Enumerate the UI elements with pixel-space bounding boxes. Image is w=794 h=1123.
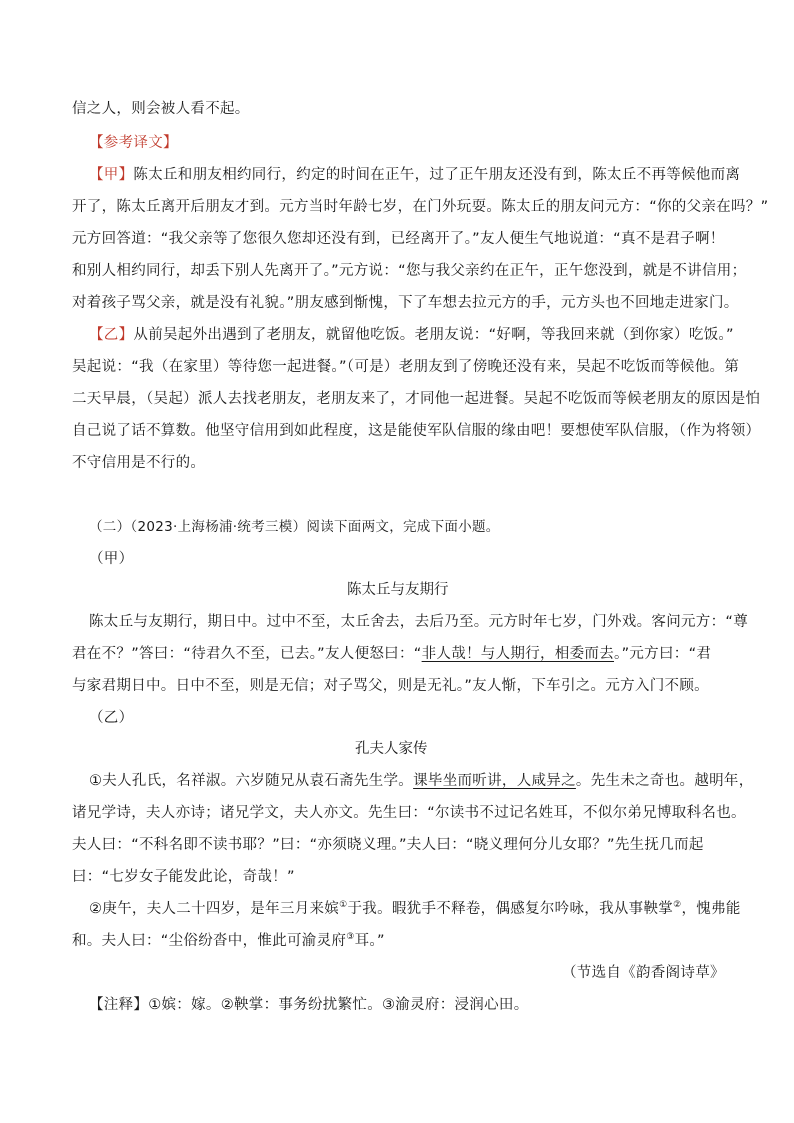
- passage-line: 曰：“七岁女子能发此论，奇哉！”: [72, 869, 295, 885]
- passage-line: 和。夫人曰：“尘俗纷沓中，惟此可渝灵府③耳。”: [72, 932, 385, 949]
- title-yi: 孔夫人家传: [355, 741, 428, 757]
- jia-translation-line: 开了，陈太丘离开后朋友才到。元方当时年龄七岁，在门外玩耍。陈太丘的朋友问元方：“你的父亲在吗？”: [72, 199, 769, 215]
- passage-line: 夫人曰：“不科名即不读书耶？”曰：“亦须晓义理。”夫人曰：“晓义理何分儿女耶？”先生抚几而起: [72, 837, 704, 853]
- passage-line: 君在不？”答曰：“待君久不至，已去。”友人便怒曰：“非人哉！与人期行，相委而去。”元方曰：“君: [72, 646, 712, 662]
- yi-translation-line: 二天早晨，（吴起）派人去找老朋友，老朋友来了，才同他一起进餐。吴起不吃饭而等候老朋友的原因是怕: [72, 391, 761, 407]
- yi-translation-line: 【乙】从前吴起外出遇到了老朋友，就留他吃饭。老朋友说：“好啊，等我回来就（到你家）吃饭。”: [89, 327, 734, 343]
- passage-line: 与家君期日中。日中不至，则是无信；对子骂父，则是无礼。”友人惭，下车引之。元方入门不顾。: [72, 678, 709, 694]
- yi-translation-line: 吴起说：“我（在家里）等待您一起进餐。”（可是）老朋友到了傍晚还没有来，吴起不吃饭而等候他。第: [72, 359, 740, 375]
- footnote-mark: ②: [673, 900, 682, 910]
- passage-line: 陈太丘与友期行，期日中。过中不至，太丘舍去，去后乃至。元方时年七岁，门外戏。客问元方：“尊: [89, 614, 749, 630]
- underlined-phrase: 课毕坐而听讲，人咸异之: [413, 773, 576, 789]
- section-heading: （二）（2023·上海杨浦·统考三模）阅读下面两文，完成下面小题。: [89, 519, 500, 535]
- underlined-phrase: 非人哉！与人期行，相委而去: [421, 646, 615, 662]
- reference-translation-label: 【参考译文】: [89, 135, 178, 151]
- title-jia: 陈太丘与友期行: [347, 582, 449, 598]
- passage-line: ①夫人孔氏，名祥淑。六岁随兄从袁石斋先生学。课毕坐而听讲，人咸异之。先生未之奇也。越明年，: [89, 773, 754, 789]
- label-yi: （乙）: [89, 710, 134, 726]
- footnote-mark: ①: [339, 900, 348, 910]
- jia-translation-line: 元方回答道：“我父亲等了您很久您却还没有到，已经离开了。”友人便生气地说道：“真不是君子啊！: [72, 231, 725, 247]
- jia-translation-line: 和别人相约同行，却丢下别人先离开了。”元方说：“您与我父亲约在正午，正午您没到，就是不讲信用；: [72, 263, 747, 279]
- yi-tag: 【乙】: [89, 327, 134, 343]
- jia-tag: 【甲】: [89, 167, 134, 183]
- jia-translation-line: 【甲】陈太丘和朋友相约同行，约定的时间在正午，过了正午朋友还没有到，陈太丘不再等候他而离: [89, 167, 741, 183]
- footnote-mark: ③: [346, 932, 355, 942]
- passage-line: ②庚午，夫人二十四岁，是年三月来嫔①于我。暇犹手不释卷，偶感复尔吟咏，我从事鞅掌②，愧弗能: [89, 900, 741, 917]
- text-line: 信之人，则会被人看不起。: [72, 101, 250, 117]
- jia-translation-line: 对着孩子骂父亲，就是没有礼貌。”朋友感到惭愧，下了车想去拉元方的手，元方头也不回地走进家门。: [72, 295, 739, 311]
- label-jia: （甲）: [89, 551, 134, 567]
- passage-line: 诸兄学诗，夫人亦诗；诸兄学文，夫人亦文。先生曰：“尔读书不过记名姓耳，不似尔弟兄博取科名也。: [72, 805, 746, 821]
- notes: 【注释】①嫔：嫁。②鞅掌：事务纷扰繁忙。③渝灵府：浸润心田。: [89, 997, 529, 1013]
- yi-translation-line: 不守信用是不行的。: [72, 455, 206, 471]
- yi-translation-line: 自己说了话不算数。他坚守信用到如此程度，这是能使军队信服的缘由吧！要想使军队信服，（作为将领）: [72, 423, 761, 439]
- source-citation: （节选自《韵香阁诗草》: [562, 965, 725, 981]
